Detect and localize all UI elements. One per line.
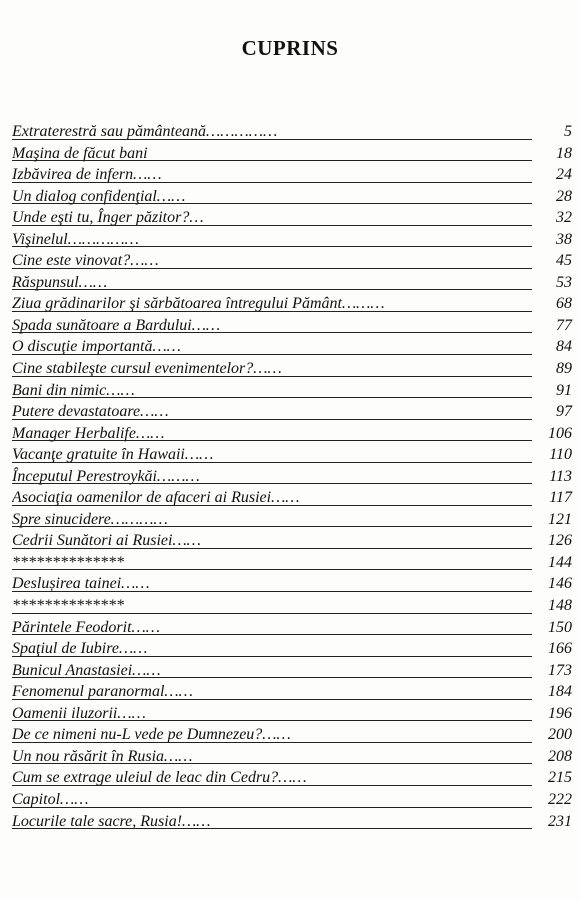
toc-entry	[12, 423, 572, 445]
toc-entry-page-number: 97	[556, 403, 572, 421]
toc-entry	[12, 358, 572, 380]
toc-entry	[12, 530, 572, 552]
toc-entry-page-number: 146	[548, 575, 572, 593]
toc-underline	[12, 742, 532, 743]
toc-entry-title: Oamenii iluzorii……	[12, 704, 146, 722]
toc-underline	[12, 483, 532, 484]
toc-entry	[12, 272, 572, 294]
toc-entry-title: Extraterestră sau pământeană……………	[12, 123, 278, 140]
toc-entry-title: Fenomenul paranormal……	[12, 683, 193, 701]
toc-entry	[12, 121, 572, 143]
toc-underline	[12, 656, 532, 657]
toc-entry	[12, 681, 572, 703]
toc-underline	[12, 828, 532, 829]
toc-entry-title: Cedrii Sunători ai Rusiei……	[12, 532, 201, 550]
toc-entry-page-number: 89	[556, 360, 572, 378]
toc-entry-page-number: 144	[548, 553, 572, 571]
toc-entry-title: Cum se extrage uleiul de leac din Cedru?……	[12, 769, 307, 787]
toc-underline	[12, 634, 532, 635]
toc-underline	[12, 763, 532, 764]
toc-entry-title: Spre sinucidere…………	[12, 510, 168, 528]
toc-entry	[12, 724, 572, 746]
toc-underline	[12, 699, 532, 700]
toc-entry-title: Capitol……	[12, 790, 89, 808]
toc-entry-page-number: 231	[548, 812, 572, 830]
toc-entry	[12, 229, 572, 251]
toc-underline	[12, 677, 532, 678]
toc-list	[12, 121, 572, 832]
toc-entry-page-number: 184	[548, 683, 572, 701]
toc-entry-page-number: 45	[556, 252, 572, 270]
toc-underline	[12, 332, 532, 333]
toc-entry-page-number: 5	[564, 123, 572, 140]
toc-entry-page-number: 200	[548, 726, 572, 744]
toc-entry	[12, 746, 572, 768]
toc-entry	[12, 143, 572, 165]
toc-underline	[12, 397, 532, 398]
toc-underline	[12, 311, 532, 312]
toc-entry-page-number: 113	[549, 467, 572, 485]
toc-entry	[12, 552, 572, 574]
toc-entry-page-number: 106	[548, 424, 572, 442]
toc-underline	[12, 160, 532, 161]
toc-entry-page-number: 91	[556, 381, 572, 399]
toc-entry-title: Spaţiul de Iubire……	[12, 640, 148, 658]
toc-entry-page-number: 150	[548, 618, 572, 636]
toc-entry-page-number: 208	[548, 747, 572, 765]
toc-entry-title: Vişinelul……………	[12, 230, 139, 248]
toc-entry-title: Izbăvirea de infern……	[12, 166, 162, 184]
toc-entry-title: O discuţie importantă……	[12, 338, 181, 356]
toc-entry-page-number: 38	[556, 230, 572, 248]
toc-entry-page-number: 24	[556, 166, 572, 184]
toc-entry-title: Unde eşti tu, Înger păzitor?…	[12, 209, 204, 227]
toc-entry	[12, 250, 572, 272]
toc-entry	[12, 401, 572, 423]
toc-entry	[12, 703, 572, 725]
toc-underline	[12, 720, 532, 721]
toc-entry	[12, 617, 572, 639]
toc-underline	[12, 268, 532, 269]
toc-entry-page-number: 28	[556, 187, 572, 205]
toc-entry	[12, 293, 572, 315]
toc-entry-page-number: 110	[549, 446, 572, 464]
toc-entry	[12, 466, 572, 488]
toc-entry	[12, 164, 572, 186]
toc-entry	[12, 595, 572, 617]
toc-entry	[12, 811, 572, 833]
toc-entry-title: De ce nimeni nu-L vede pe Dumnezeu?……	[12, 726, 291, 744]
toc-entry-page-number: 215	[548, 769, 572, 787]
toc-underline	[12, 419, 532, 420]
toc-entry-title: Cine stabileşte cursul evenimentelor?……	[12, 360, 282, 378]
toc-underline	[12, 807, 532, 808]
toc-entry-page-number: 53	[556, 273, 572, 291]
toc-entry-page-number: 173	[548, 661, 572, 679]
toc-entry-title: **************	[12, 553, 124, 571]
toc-entry-title: Spada sunătoare a Bardului……	[12, 316, 221, 334]
toc-entry-page-number: 32	[556, 209, 572, 227]
toc-entry	[12, 660, 572, 682]
toc-entry	[12, 509, 572, 531]
toc-underline	[12, 203, 532, 204]
toc-entry-page-number: 77	[556, 316, 572, 334]
toc-entry-title: Putere devastatoare……	[12, 403, 169, 421]
toc-entry-page-number: 222	[548, 790, 572, 808]
toc-underline	[12, 246, 532, 247]
toc-entry-page-number: 68	[556, 295, 572, 313]
toc-entry-title: Maşina de făcut bani	[12, 144, 148, 162]
toc-entry-title: Locurile tale sacre, Rusia!……	[12, 812, 211, 830]
toc-entry-title: Ziua grădinarilor şi sărbătoarea întregului Pământ………	[12, 295, 385, 313]
toc-entry-page-number: 126	[548, 532, 572, 550]
toc-underline	[12, 505, 532, 506]
toc-entry	[12, 315, 572, 337]
toc-underline	[12, 139, 532, 140]
toc-entry	[12, 638, 572, 660]
toc-underline	[12, 591, 532, 592]
toc-entry	[12, 186, 572, 208]
toc-entry-page-number: 166	[548, 640, 572, 658]
toc-entry-page-number: 84	[556, 338, 572, 356]
toc-entry-title: **************	[12, 597, 124, 615]
toc-entry-page-number: 121	[548, 510, 572, 528]
toc-entry	[12, 380, 572, 402]
toc-entry-title: Începutul Perestroykăi………	[12, 467, 200, 485]
toc-entry-title: Deslușirea tainei……	[12, 575, 150, 593]
toc-underline	[12, 354, 532, 355]
toc-entry	[12, 444, 572, 466]
toc-entry	[12, 789, 572, 811]
toc-underline	[12, 225, 532, 226]
toc-entry-title: Manager Herbalife……	[12, 424, 165, 442]
toc-underline	[12, 548, 532, 549]
toc-entry-title: Un nou răsărit în Rusia……	[12, 747, 193, 765]
toc-entry	[12, 767, 572, 789]
toc-entry-title: Cine este vinovat?……	[12, 252, 159, 270]
toc-entry	[12, 207, 572, 229]
toc-entry-title: Vacanţe gratuite în Hawaii……	[12, 446, 214, 464]
toc-entry-page-number: 18	[556, 144, 572, 162]
toc-entry-title: Un dialog confidenţial……	[12, 187, 186, 205]
toc-underline	[12, 440, 532, 441]
toc-underline	[12, 182, 532, 183]
toc-entry-title: Asociaţia oamenilor de afaceri ai Rusiei……	[12, 489, 300, 507]
toc-underline	[12, 613, 532, 614]
toc-entry-title: Răspunsul……	[12, 273, 108, 291]
toc-entry-title: Bunicul Anastasiei……	[12, 661, 161, 679]
page-title: CUPRINS	[241, 36, 339, 60]
toc-entry-page-number: 117	[549, 489, 572, 507]
toc-entry	[12, 487, 572, 509]
toc-underline	[12, 376, 532, 377]
toc-underline	[12, 526, 532, 527]
toc-underline	[12, 289, 532, 290]
toc-entry	[12, 336, 572, 358]
toc-entry-page-number: 148	[548, 597, 572, 615]
toc-underline	[12, 462, 532, 463]
toc-underline	[12, 785, 532, 786]
toc-entry-title: Bani din nimic……	[12, 381, 135, 399]
toc-entry-title: Părintele Feodorit……	[12, 618, 160, 636]
toc-entry-page-number: 196	[548, 704, 572, 722]
toc-entry	[12, 573, 572, 595]
toc-underline	[12, 569, 532, 570]
